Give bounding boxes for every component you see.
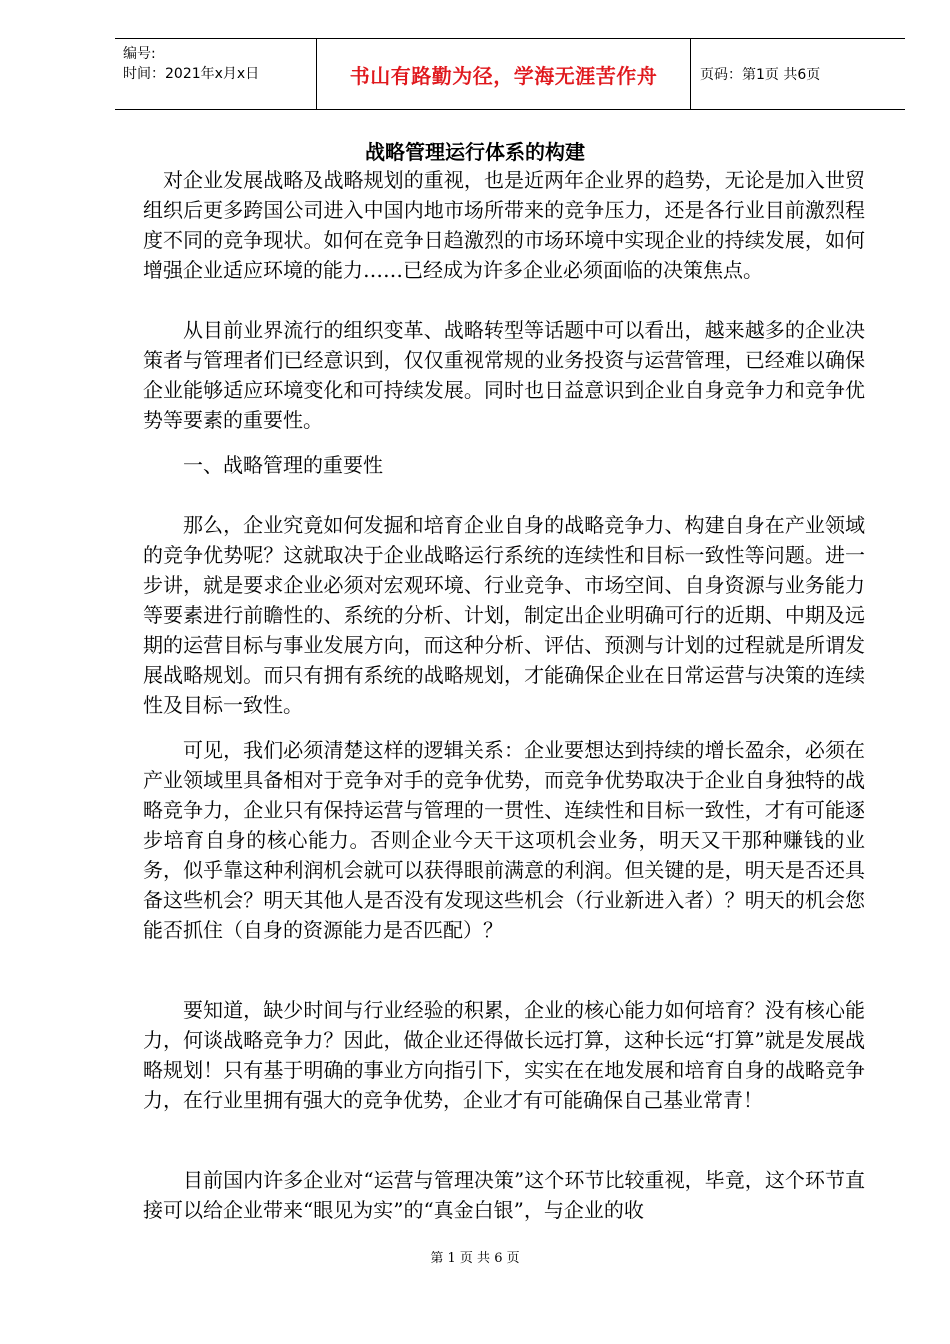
paragraph-6: 目前国内许多企业对“运营与管理决策”这个环节比较重视，毕竟，这个环节直接可以给企业带来“眼见为实”的“真金白银”，与企业的收 [143,1168,865,1222]
paragraph-3: 那么，企业究竟如何发掘和培育企业自身的战略竞争力、构建自身在产业领域的竞争优势呢？这就取决于企业战略运行系统的连续性和目标一致性等问题。进一步讲，就是要求企业必须对宏观环境、行业竞争、市场空间、自身资源与业务能力等要素进行前瞻性的、系统的分析、计划，制定出企业明确可行的近期、中期及远期的运营目标与事业发展方向，而这种分析、评估、预测与计划的过程就是所谓发展战略规划。而只有拥有系统的战略规划，才能确保企业在日常运营与决策的连续性及目标一致性。 [143,513,865,717]
header-meta-cell [115,39,317,109]
paragraph-2: 从目前业界流行的组织变革、战略转型等话题中可以看出，越来越多的企业决策者与管理者们已经意识到，仅仅重视常规的业务投资与运营管理，已经难以确保企业能够适应环境变化和可持续发展。同时也日益意识到企业自身竞争力和竞争优势等要素的重要性。 [143,318,865,432]
document-title: 战略管理运行体系的构建 [365,140,585,164]
section-heading: 一、战略管理的重要性 [183,453,383,477]
page-label: 页码：第1页 共6页 [700,67,821,83]
header-page-cell [691,39,905,109]
header-table [115,38,905,110]
number-label: 编号: [123,46,156,62]
motto: 书山有路勤为径，学海无涯苦作舟 [349,63,658,88]
time-label: 时间：2021年x月x日 [123,66,260,82]
paragraph-5: 要知道，缺少时间与行业经验的积累，企业的核心能力如何培育？没有核心能力，何谈战略竞争力？因此，做企业还得做长远打算，这种长远“打算”就是发展战略规划！只有基于明确的事业方向指引下，实实在在地发展和培育自身的战略竞争力，在行业里拥有强大的竞争优势，企业才有可能确保自己基业常青！ [143,998,865,1112]
header-motto-cell [317,39,691,109]
page-footer: 第 1 页 共 6 页 [430,1251,520,1266]
paragraph-4: 可见，我们必须清楚这样的逻辑关系：企业要想达到持续的增长盈余，必须在产业领域里具备相对于竞争对手的竞争优势，而竞争优势取决于企业自身独特的战略竞争力，企业只有保持运营与管理的一贯性、连续性和目标一致性，才有可能逐步培育自身的核心能力。否则企业今天干这项机会业务，明天又干那种赚钱的业务，似乎靠这种利润机会就可以获得眼前满意的利润。但关键的是，明天是否还具备这些机会？明天其他人是否没有发现这些机会（行业新进入者）？明天的机会您能否抓住（自身的资源能力是否匹配）？ [143,738,865,942]
paragraph-1: 对企业发展战略及战略规划的重视，也是近两年企业界的趋势，无论是加入世贸组织后更多跨国公司进入中国内地市场所带来的竞争压力，还是各行业目前激烈程度不同的竞争现状。如何在竞争日趋激烈的市场环境中实现企业的持续发展，如何增强企业适应环境的能力……已经成为许多企业必须面临的决策焦点。 [143,168,865,282]
